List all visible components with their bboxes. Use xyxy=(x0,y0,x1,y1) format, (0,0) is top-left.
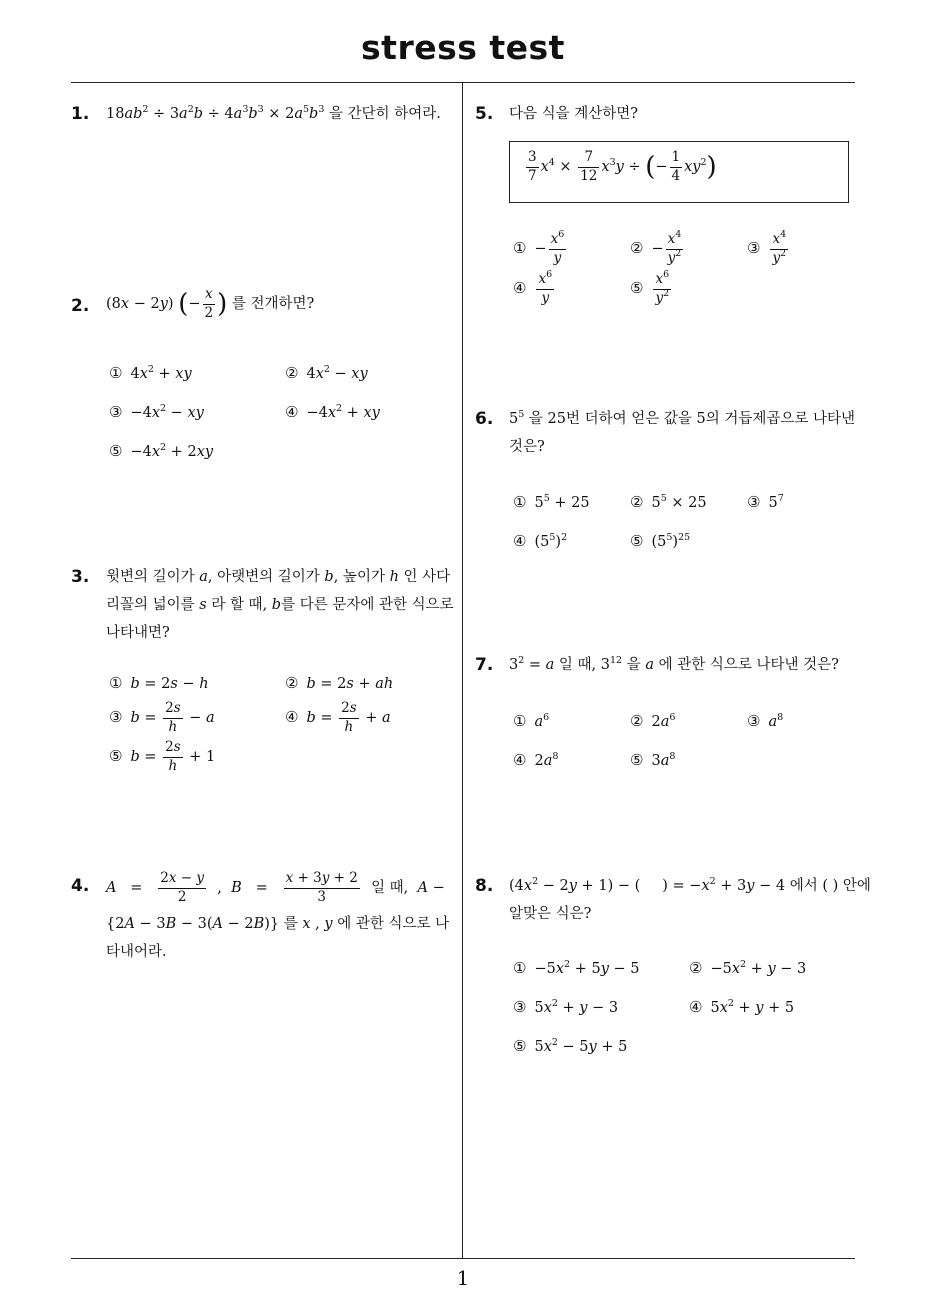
question-text: $(4x^2 - 2y + 1)$ − ( ) = $-x^2 + 3y - 4$ 에서 ( ) 안에 알맞은 식은? xyxy=(509,876,871,922)
q5-option-1[interactable]: ① − $\frac{x^6}{y}$ xyxy=(513,229,565,266)
q3-option-1[interactable]: ① b = 2s − h xyxy=(109,674,209,692)
column-divider xyxy=(462,83,463,1258)
page-number: 1 xyxy=(456,1266,470,1290)
question-number: 2. xyxy=(71,296,90,316)
expression-box xyxy=(509,141,849,203)
q8-option-2[interactable]: ② $-5x^2 + y - 3$ xyxy=(689,959,807,977)
q2-option-2[interactable]: ② $4x^2$ − xy xyxy=(285,364,368,382)
q8-option-4[interactable]: ④ $5x^2 + y + 5$ xyxy=(689,998,795,1016)
page-title: stress test xyxy=(361,28,565,67)
q8-option-3[interactable]: ③ $5x^2 + y - 3$ xyxy=(513,998,619,1016)
q5-option-4[interactable]: ④ $\frac{x^6}{y}$ xyxy=(513,269,553,306)
question-number: 4. xyxy=(71,876,90,896)
q6-option-3[interactable]: ③ $5^7$ xyxy=(747,493,784,511)
q5-option-5[interactable]: ⑤ $\frac{x^6}{y^2}$ xyxy=(630,269,670,306)
q7-option-4[interactable]: ④ $2a^8$ xyxy=(513,751,559,769)
question-number: 3. xyxy=(71,567,90,587)
q3-option-4[interactable]: ④ b = $\frac{2s}{h}$ + a xyxy=(285,700,391,735)
q5-option-2[interactable]: ② − $\frac{x^4}{y^2}$ xyxy=(630,229,682,266)
q8-option-1[interactable]: ① $-5x^2 + 5y - 5$ xyxy=(513,959,640,977)
question-text: A = $\frac{2x - y}{2}$ , B = $\frac{x + 3y + 2}{3}$ 일 때, A − {2A − 3B − 3(A − 2B)} 를 x , y 에 관한 식으로 나 타내어라. xyxy=(106,870,450,960)
question-text: 다음 식을 계산하면? xyxy=(509,106,639,122)
q3-option-3[interactable]: ③ b = $\frac{2s}{h}$ − a xyxy=(109,700,215,735)
q3-option-5[interactable]: ⑤ b = $\frac{2s}{h}$ + 1 xyxy=(109,739,216,774)
q2-option-1[interactable]: ① $4x^2$ + xy xyxy=(109,364,192,382)
q8-option-5[interactable]: ⑤ $5x^2 - 5y + 5$ xyxy=(513,1037,628,1055)
question-number: 7. xyxy=(475,655,494,675)
question-text: $18ab^2 \div 3a^2b \div 4a^3b^3 \times 2a^5b^3$ 을 간단히 하여라. xyxy=(106,104,441,122)
q6-option-5[interactable]: ⑤ $(5^5)^{25}$ xyxy=(630,532,691,550)
question-number: 6. xyxy=(475,409,494,429)
q7-option-2[interactable]: ② $2a^6$ xyxy=(630,712,676,730)
q2-option-4[interactable]: ④ $-4x^2$ + xy xyxy=(285,403,380,421)
expression: $\frac{3}{7}$ $x^4$ × $\frac{7}{12}$ $x^3y$ ÷ (− $\frac{1}{4}$ $xy^2$) xyxy=(528,149,717,184)
q6-option-1[interactable]: ① $5^5 + 25$ xyxy=(513,493,590,511)
question-number: 5. xyxy=(475,104,494,124)
question-text: $3^2 = a$ 일 때, $3^{12}$ 을 a 에 관한 식으로 나타낸 것은? xyxy=(509,655,839,673)
q7-option-1[interactable]: ① $a^6$ xyxy=(513,712,550,730)
q7-option-5[interactable]: ⑤ $3a^8$ xyxy=(630,751,676,769)
q7-option-3[interactable]: ③ $a^8$ xyxy=(747,712,784,730)
question-text: 윗변의 길이가 a, 아랫변의 길이가 b, 높이가 h 인 사다 리꼴의 넓이를 s 라 할 때, b를 다른 문자에 관한 식으로 나타내면? xyxy=(106,569,454,641)
question-text: $5^5$ 을 25번 더하여 얻은 값을 5의 거듭제곱으로 나타낸 것은? xyxy=(509,409,855,455)
q5-option-3[interactable]: ③ $\frac{x^4}{y^2}$ xyxy=(747,229,787,266)
q6-option-2[interactable]: ② $5^5 \times 25$ xyxy=(630,493,707,511)
q2-option-5[interactable]: ⑤ $-4x^2 + 2xy$ xyxy=(109,442,214,460)
top-rule xyxy=(71,82,855,83)
q3-option-2[interactable]: ② b = 2s + ah xyxy=(285,674,394,692)
q2-option-3[interactable]: ③ $-4x^2$ − xy xyxy=(109,403,204,421)
question-text: (8x − 2y) (− $\frac{x}{2}$ ) 를 전개하면? xyxy=(106,286,315,321)
question-number: 1. xyxy=(71,104,90,124)
bottom-rule xyxy=(71,1258,855,1259)
question-number: 8. xyxy=(475,876,494,896)
q6-option-4[interactable]: ④ $(5^5)^2$ xyxy=(513,532,568,550)
